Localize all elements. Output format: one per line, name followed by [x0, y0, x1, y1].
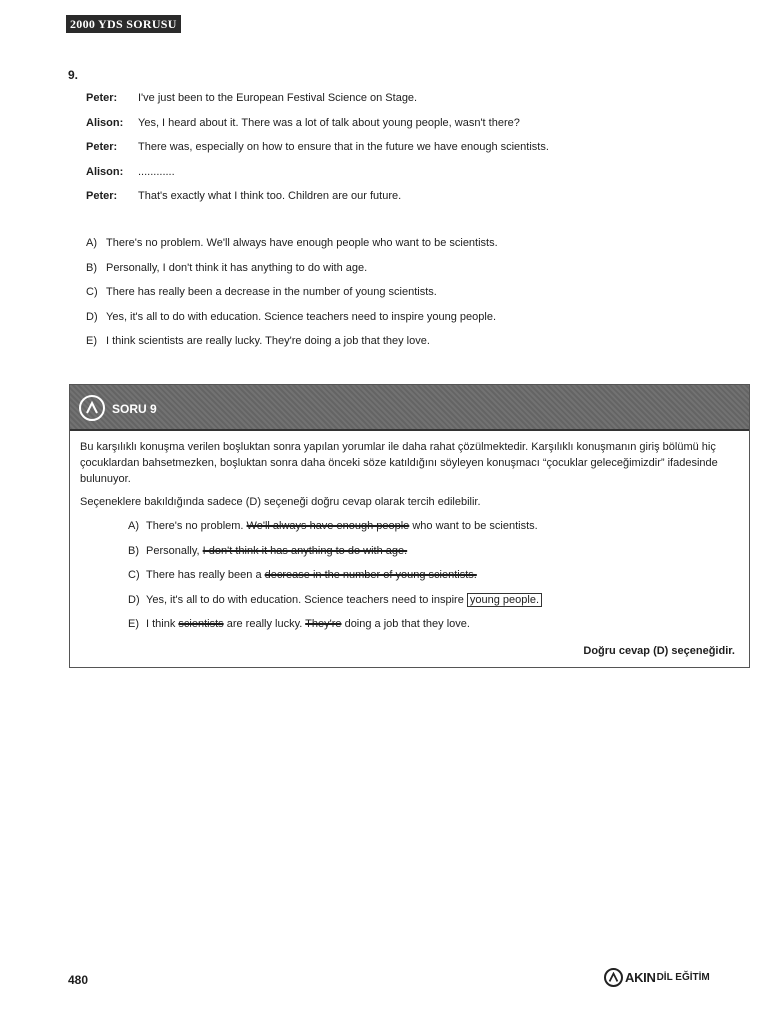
option-text: [146, 567, 477, 592]
utterance: There was, especially on how to ensure that in the future we have enough scientists.: [138, 141, 549, 153]
question-number: 9.: [68, 68, 79, 82]
brand-subtitle: DİL EĞİTİM: [656, 972, 710, 983]
utterance: That's exactly what I think too. Children are our future.: [138, 190, 402, 202]
solution-header: [70, 385, 749, 431]
highlighted-keyword: young people.: [467, 593, 542, 607]
answer-options: [86, 237, 706, 360]
struck-text: decrease in the number of young scientists.: [264, 569, 477, 581]
plain-text: who want to be scientists.: [409, 520, 538, 532]
plain-text: I think: [146, 618, 179, 630]
struck-text: scientists: [178, 618, 224, 630]
solution-title: SORU 9: [112, 402, 157, 416]
option-text: There's no problem. We'll always have enough people who want to be scientists.: [106, 237, 498, 249]
option-letter: D): [128, 593, 140, 606]
struck-text: I don't think it has anything to do with age.: [202, 544, 408, 557]
option-letter: E): [128, 618, 139, 630]
solution-option-c: [128, 567, 739, 592]
dialogue: [86, 92, 706, 215]
plain-text: There's no problem.: [146, 520, 247, 532]
option-b: [86, 262, 706, 287]
struck-text: We'll always have enough people: [246, 520, 410, 532]
option-letter: E): [86, 335, 97, 347]
option-text: Yes, it's all to do with education. Science teachers need to inspire young people.: [106, 310, 497, 323]
brand-logo: [604, 968, 710, 987]
option-a: [86, 237, 706, 262]
utterance: Yes, I heard about it. There was a lot of talk about young people, wasn't there?: [138, 116, 520, 129]
dialogue-line: [86, 141, 706, 166]
speaker: Alison:: [86, 116, 124, 129]
option-text: [146, 592, 542, 617]
solution-option-a: [128, 518, 739, 543]
solution-option-b: [128, 543, 739, 568]
option-letter: A): [86, 237, 97, 249]
header-badge: 2000 YDS SORUSU: [66, 15, 181, 33]
correct-answer: Doğru cevap (D) seçeneğidir.: [583, 645, 735, 657]
speaker: Peter:: [86, 190, 118, 202]
option-letter: C): [86, 286, 98, 298]
option-e: [86, 335, 706, 360]
option-letter: A): [128, 520, 139, 532]
option-d: [86, 311, 706, 336]
option-letter: B): [128, 544, 139, 557]
solution-options: [128, 518, 739, 641]
option-c: [86, 286, 706, 311]
plain-text: Yes, it's all to do with education. Science teachers need to inspire: [146, 593, 467, 606]
option-letter: C): [128, 569, 140, 581]
solution-option-d: [128, 592, 739, 617]
option-letter: B): [86, 261, 97, 274]
utterance: I've just been to the European Festival Science on Stage.: [138, 92, 418, 104]
speaker: Peter:: [86, 141, 118, 153]
page-number: 480: [68, 973, 89, 987]
dialogue-line: [86, 190, 706, 215]
struck-text: They're: [305, 618, 342, 630]
option-text: Personally, I don't think it has anything to do with age.: [106, 261, 368, 274]
option-text: [146, 518, 538, 543]
option-text: [146, 616, 470, 641]
dialogue-line: [86, 166, 706, 191]
speaker: Peter:: [86, 92, 118, 104]
solution-option-e: [128, 616, 739, 641]
option-text: There has really been a decrease in the number of young scientists.: [106, 286, 437, 298]
plain-text: are really lucky.: [223, 618, 306, 630]
plain-text: Personally,: [146, 544, 203, 557]
solution-box: [69, 384, 750, 668]
utterance-blank: ............: [138, 165, 175, 178]
option-letter: D): [86, 310, 98, 323]
speaker: Alison:: [86, 165, 124, 178]
option-text: [146, 543, 407, 568]
akin-logo-icon: [79, 395, 105, 421]
option-text: I think scientists are really lucky. They're doing a job that they love.: [106, 335, 430, 347]
plain-text: doing a job that they love.: [341, 618, 470, 630]
solution-body: [70, 431, 749, 641]
solution-paragraph: Seçeneklere bakıldığında sadece (D) seçeneği doğru cevap olarak tercih edilebilir.: [80, 496, 481, 508]
plain-text: There has really been a: [146, 569, 265, 581]
solution-paragraph: Bu karşılıklı konuşma verilen boşluktan sonra yapılan yorumlar ile daha rahat çözülmektedir. Karşılıklı konuşmanın giriş bölümü hiç çocuklardan bahsetmezken, boşluktan sonra daha önceki söze katıldığını söyleyen konuşmacı “çocuklar geleceğimizdir” ifadesinde bulunuyor.: [80, 441, 718, 485]
brand-name: AKIN: [625, 970, 656, 985]
dialogue-line: [86, 92, 706, 117]
akin-logo-icon: [604, 968, 623, 987]
dialogue-line: [86, 117, 706, 142]
